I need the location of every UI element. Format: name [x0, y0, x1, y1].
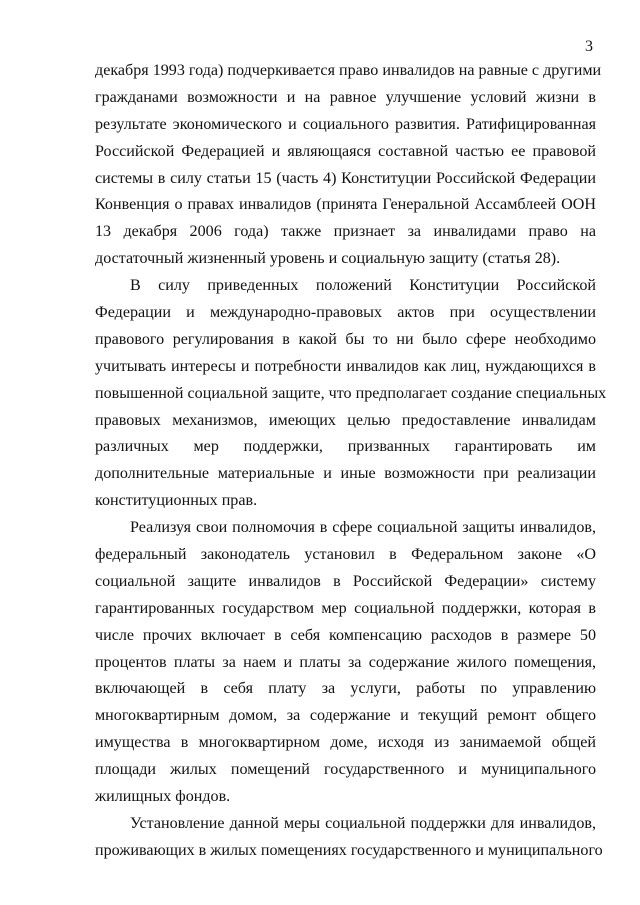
text-line: социальной защите инвалидов в Российской Федерации» систему — [95, 572, 596, 590]
text-line: числе прочих включает в себя компенсацию расходов в размере 50 — [95, 626, 596, 644]
text-line: системы в силу статьи 15 (часть 4) Конституции Российской Федерации — [95, 169, 596, 187]
text-line: учитывать интересы и потребности инвалидов как лиц, нуждающихся в — [95, 357, 596, 375]
text-line: Реализуя свои полномочия в сфере социальной защиты инвалидов, — [130, 519, 596, 537]
text-line: проживающих в жилых помещениях государственного и муниципального — [95, 841, 603, 859]
text-line: жилищных фондов. — [95, 788, 231, 806]
text-line: Российской Федерацией и являющаяся составной частью ее правовой — [95, 142, 596, 160]
text-line: результате экономического и социального развития. Ратифицированная — [95, 115, 596, 133]
text-line: площади жилых помещений государственного и муниципального — [95, 761, 596, 779]
text-line: декабря 1993 года) подчеркивается право инвалидов на равные с другими — [95, 62, 602, 79]
text-line: правовых механизмов, имеющих целью предоставление инвалидам — [95, 411, 596, 429]
text-line: федеральный законодатель установил в Федеральном законе «О — [95, 546, 596, 564]
text-line: правового регулирования в какой бы то ни было сфере необходимо — [95, 330, 596, 348]
document-body — [95, 58, 607, 865]
text-line: Конвенция о правах инвалидов (принята Генеральной Ассамблеей ООН — [95, 196, 596, 214]
text-line: включающей в себя плату за услуги, работы по управлению — [95, 680, 596, 698]
text-line: 13 декабря 2006 года) также признает за инвалидами право на — [95, 223, 596, 241]
text-line: Федерации и международно-правовых актов при осуществлении — [95, 304, 596, 322]
text-line: гарантированных государством мер социальной поддержки, которая в — [95, 599, 596, 617]
text-line: достаточный жизненный уровень и социальную защиту (статья 28). — [95, 250, 561, 268]
text-line: процентов платы за наем и платы за содержание жилого помещения, — [95, 653, 596, 671]
text-line: гражданами возможности и на равное улучшение условий жизни в — [95, 88, 596, 106]
text-line: имущества в многоквартирном доме, исходя из занимаемой общей — [95, 734, 596, 752]
text-line: многоквартирным домом, за содержание и текущий ремонт общего — [95, 707, 596, 725]
text-line: различных мер поддержки, призванных гарантировать им — [95, 438, 596, 456]
text-line: дополнительные материальные и иные возможности при реализации — [95, 465, 596, 483]
text-line: конституционных прав. — [95, 492, 258, 510]
text-line: В силу приведенных положений Конституции Российской — [130, 277, 596, 295]
page-number: 3 — [585, 38, 593, 55]
text-line: Установление данной меры социальной поддержки для инвалидов, — [130, 814, 596, 832]
text-line: повышенной социальной защите, что предполагает создание специальных — [95, 384, 607, 402]
